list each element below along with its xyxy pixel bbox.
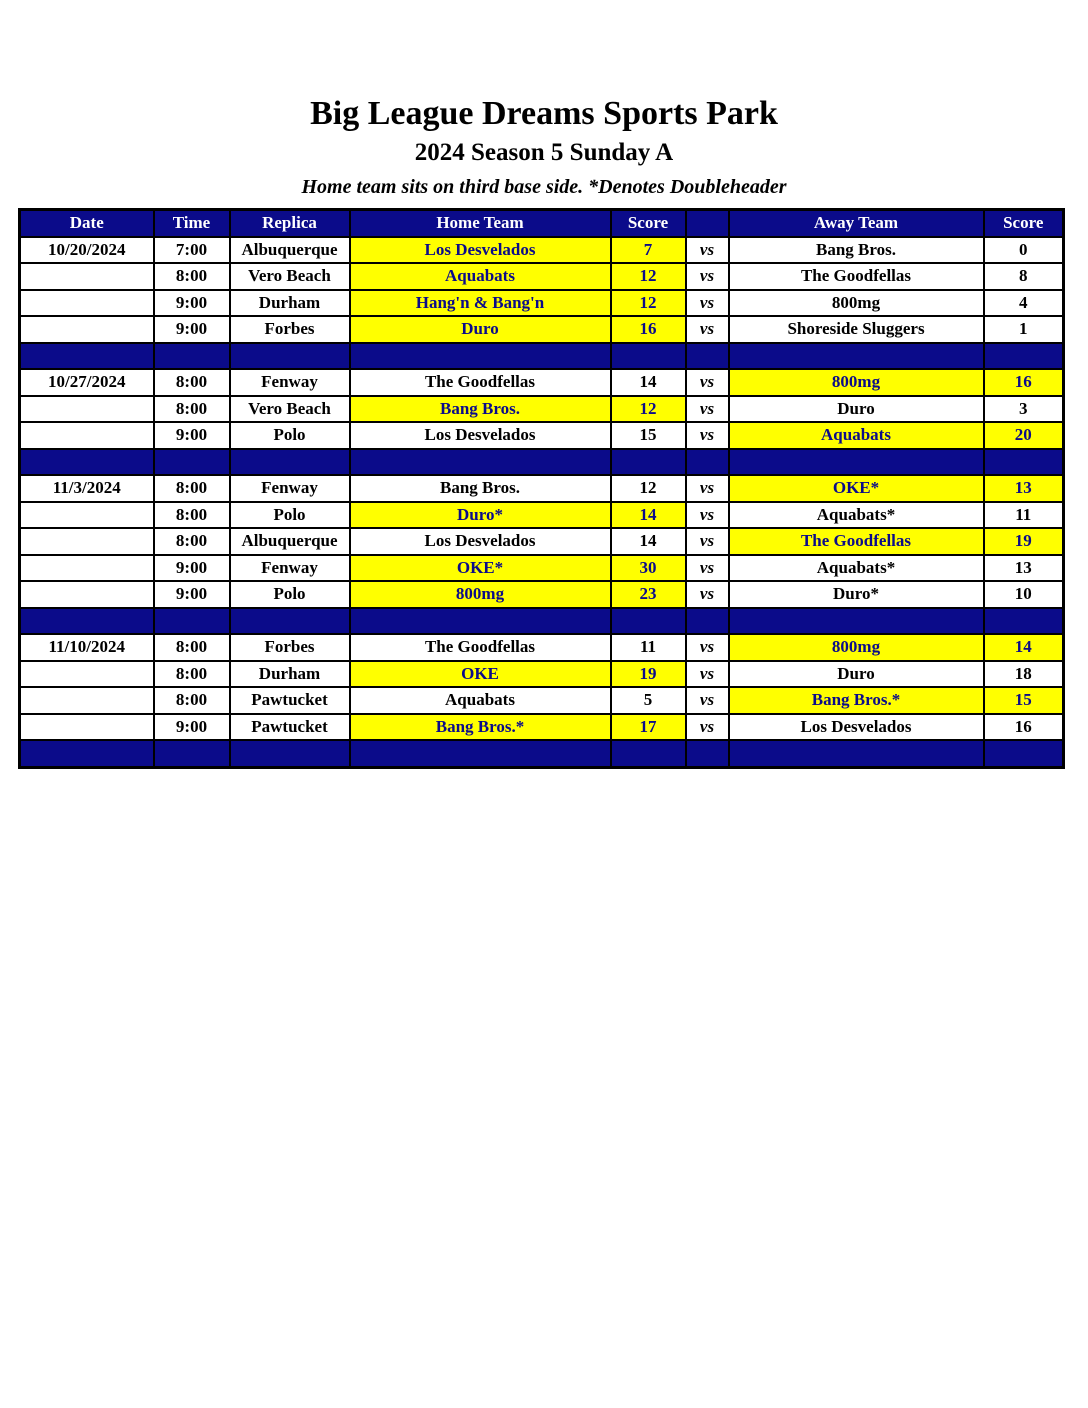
vs-cell: vs <box>686 661 729 688</box>
date-cell: 11/3/2024 <box>20 475 154 502</box>
game-row <box>20 237 1064 264</box>
home-team-cell: 800mg <box>350 581 611 608</box>
game-row <box>20 528 1064 555</box>
away-score-cell: 15 <box>984 687 1064 714</box>
home-team-cell: The Goodfellas <box>350 634 611 661</box>
game-row <box>20 316 1064 343</box>
time-cell: 8:00 <box>154 475 230 502</box>
home-team-cell: Hang'n & Bang'n <box>350 290 611 317</box>
vs-cell: vs <box>686 581 729 608</box>
time-cell: 9:00 <box>154 714 230 741</box>
time-cell: 7:00 <box>154 237 230 264</box>
separator-cell <box>611 343 686 370</box>
date-cell <box>20 714 154 741</box>
away-team-cell: Bang Bros. <box>729 237 984 264</box>
home-score-cell: 14 <box>611 369 686 396</box>
home-score-cell: 11 <box>611 634 686 661</box>
time-cell: 9:00 <box>154 422 230 449</box>
replica-cell: Vero Beach <box>230 396 350 423</box>
home-score-cell: 15 <box>611 422 686 449</box>
date-cell <box>20 502 154 529</box>
replica-cell: Pawtucket <box>230 714 350 741</box>
home-team-cell: Duro* <box>350 502 611 529</box>
vs-cell: vs <box>686 475 729 502</box>
replica-cell: Albuquerque <box>230 528 350 555</box>
vs-cell: vs <box>686 237 729 264</box>
game-row <box>20 634 1064 661</box>
time-cell: 8:00 <box>154 396 230 423</box>
separator-cell <box>729 740 984 767</box>
game-row <box>20 687 1064 714</box>
away-score-cell: 13 <box>984 475 1064 502</box>
separator-cell <box>230 449 350 476</box>
header-home-team: Home Team <box>350 210 611 237</box>
header-replica: Replica <box>230 210 350 237</box>
date-cell <box>20 290 154 317</box>
vs-cell: vs <box>686 528 729 555</box>
vs-cell: vs <box>686 263 729 290</box>
home-team-cell: Los Desvelados <box>350 528 611 555</box>
separator-cell <box>686 449 729 476</box>
date-cell <box>20 528 154 555</box>
game-row <box>20 714 1064 741</box>
time-cell: 8:00 <box>154 528 230 555</box>
time-cell: 9:00 <box>154 290 230 317</box>
separator-cell <box>686 608 729 635</box>
separator-row <box>20 343 1064 370</box>
separator-cell <box>984 740 1064 767</box>
separator-cell <box>20 740 154 767</box>
header-date: Date <box>20 210 154 237</box>
vs-cell: vs <box>686 396 729 423</box>
time-cell: 8:00 <box>154 661 230 688</box>
date-cell <box>20 661 154 688</box>
replica-cell: Fenway <box>230 369 350 396</box>
vs-cell: vs <box>686 422 729 449</box>
replica-cell: Polo <box>230 502 350 529</box>
replica-cell: Polo <box>230 581 350 608</box>
vs-cell: vs <box>686 714 729 741</box>
separator-row <box>20 740 1064 767</box>
away-team-cell: The Goodfellas <box>729 528 984 555</box>
time-cell: 8:00 <box>154 687 230 714</box>
date-cell: 10/20/2024 <box>20 237 154 264</box>
game-row <box>20 581 1064 608</box>
separator-cell <box>611 740 686 767</box>
away-score-cell: 1 <box>984 316 1064 343</box>
away-score-cell: 3 <box>984 396 1064 423</box>
game-row <box>20 290 1064 317</box>
replica-cell: Polo <box>230 422 350 449</box>
separator-cell <box>350 449 611 476</box>
separator-cell <box>230 608 350 635</box>
home-score-cell: 5 <box>611 687 686 714</box>
separator-cell <box>20 608 154 635</box>
time-cell: 8:00 <box>154 502 230 529</box>
vs-cell: vs <box>686 555 729 582</box>
away-score-cell: 10 <box>984 581 1064 608</box>
away-team-cell: Aquabats* <box>729 502 984 529</box>
home-team-cell: Bang Bros.* <box>350 714 611 741</box>
separator-cell <box>984 608 1064 635</box>
date-cell <box>20 687 154 714</box>
away-team-cell: OKE* <box>729 475 984 502</box>
away-team-cell: Aquabats <box>729 422 984 449</box>
separator-cell <box>230 343 350 370</box>
away-score-cell: 14 <box>984 634 1064 661</box>
separator-cell <box>154 740 230 767</box>
home-team-cell: Duro <box>350 316 611 343</box>
away-score-cell: 19 <box>984 528 1064 555</box>
vs-cell: vs <box>686 316 729 343</box>
date-cell <box>20 263 154 290</box>
separator-cell <box>350 343 611 370</box>
away-score-cell: 11 <box>984 502 1064 529</box>
replica-cell: Fenway <box>230 555 350 582</box>
separator-cell <box>154 343 230 370</box>
home-score-cell: 12 <box>611 475 686 502</box>
schedule-table <box>18 208 1065 769</box>
away-team-cell: The Goodfellas <box>729 263 984 290</box>
date-cell <box>20 316 154 343</box>
home-team-cell: The Goodfellas <box>350 369 611 396</box>
time-cell: 8:00 <box>154 634 230 661</box>
replica-cell: Durham <box>230 661 350 688</box>
separator-cell <box>729 449 984 476</box>
replica-cell: Albuquerque <box>230 237 350 264</box>
time-cell: 9:00 <box>154 555 230 582</box>
home-team-cell: Los Desvelados <box>350 422 611 449</box>
replica-cell: Forbes <box>230 316 350 343</box>
home-team-cell: Aquabats <box>350 263 611 290</box>
vs-cell: vs <box>686 687 729 714</box>
separator-cell <box>20 343 154 370</box>
header-row <box>20 210 1064 237</box>
separator-cell <box>350 740 611 767</box>
away-team-cell: Duro* <box>729 581 984 608</box>
separator-cell <box>686 740 729 767</box>
home-score-cell: 23 <box>611 581 686 608</box>
replica-cell: Fenway <box>230 475 350 502</box>
page-note: Home team sits on third base side. *Denotes Doubleheader <box>301 176 787 198</box>
time-cell: 8:00 <box>154 263 230 290</box>
away-team-cell: Bang Bros.* <box>729 687 984 714</box>
vs-cell: vs <box>686 634 729 661</box>
replica-cell: Forbes <box>230 634 350 661</box>
home-team-cell: Aquabats <box>350 687 611 714</box>
game-row <box>20 502 1064 529</box>
away-score-cell: 0 <box>984 237 1064 264</box>
separator-cell <box>611 449 686 476</box>
date-cell <box>20 555 154 582</box>
away-score-cell: 16 <box>984 369 1064 396</box>
date-cell <box>20 396 154 423</box>
home-team-cell: Bang Bros. <box>350 475 611 502</box>
time-cell: 8:00 <box>154 369 230 396</box>
date-cell: 10/27/2024 <box>20 369 154 396</box>
vs-cell: vs <box>686 502 729 529</box>
separator-row <box>20 449 1064 476</box>
home-score-cell: 17 <box>611 714 686 741</box>
home-score-cell: 16 <box>611 316 686 343</box>
date-cell <box>20 422 154 449</box>
away-score-cell: 4 <box>984 290 1064 317</box>
away-team-cell: Duro <box>729 396 984 423</box>
vs-cell: vs <box>686 369 729 396</box>
home-team-cell: Bang Bros. <box>350 396 611 423</box>
game-row <box>20 555 1064 582</box>
separator-cell <box>984 343 1064 370</box>
away-score-cell: 20 <box>984 422 1064 449</box>
home-team-cell: OKE* <box>350 555 611 582</box>
header-vs <box>686 210 729 237</box>
separator-cell <box>611 608 686 635</box>
separator-cell <box>350 608 611 635</box>
separator-cell <box>230 740 350 767</box>
separator-cell <box>984 449 1064 476</box>
separator-row <box>20 608 1064 635</box>
away-team-cell: 800mg <box>729 634 984 661</box>
separator-cell <box>20 449 154 476</box>
page-header <box>0 0 1088 197</box>
game-row <box>20 263 1064 290</box>
vs-cell: vs <box>686 290 729 317</box>
date-cell <box>20 581 154 608</box>
home-score-cell: 30 <box>611 555 686 582</box>
separator-cell <box>729 608 984 635</box>
home-score-cell: 12 <box>611 396 686 423</box>
separator-cell <box>729 343 984 370</box>
separator-cell <box>154 608 230 635</box>
header-time: Time <box>154 210 230 237</box>
away-score-cell: 18 <box>984 661 1064 688</box>
separator-cell <box>686 343 729 370</box>
separator-cell <box>154 449 230 476</box>
away-score-cell: 13 <box>984 555 1064 582</box>
away-score-cell: 16 <box>984 714 1064 741</box>
home-score-cell: 7 <box>611 237 686 264</box>
replica-cell: Vero Beach <box>230 263 350 290</box>
away-team-cell: Shoreside Sluggers <box>729 316 984 343</box>
game-row <box>20 396 1064 423</box>
home-score-cell: 19 <box>611 661 686 688</box>
away-team-cell: Aquabats* <box>729 555 984 582</box>
away-team-cell: 800mg <box>729 369 984 396</box>
home-score-cell: 12 <box>611 263 686 290</box>
page-title: Big League Dreams Sports Park <box>310 95 778 132</box>
time-cell: 9:00 <box>154 581 230 608</box>
game-row <box>20 661 1064 688</box>
game-row <box>20 422 1064 449</box>
home-score-cell: 14 <box>611 528 686 555</box>
page-subtitle: 2024 Season 5 Sunday A <box>414 139 674 166</box>
header-home-score: Score <box>611 210 686 237</box>
date-cell: 11/10/2024 <box>20 634 154 661</box>
home-team-cell: Los Desvelados <box>350 237 611 264</box>
schedule-table-container <box>18 208 1065 769</box>
away-team-cell: 800mg <box>729 290 984 317</box>
header-away-team: Away Team <box>729 210 984 237</box>
away-team-cell: Duro <box>729 661 984 688</box>
game-row <box>20 369 1064 396</box>
replica-cell: Durham <box>230 290 350 317</box>
away-team-cell: Los Desvelados <box>729 714 984 741</box>
away-score-cell: 8 <box>984 263 1064 290</box>
time-cell: 9:00 <box>154 316 230 343</box>
replica-cell: Pawtucket <box>230 687 350 714</box>
header-away-score: Score <box>984 210 1064 237</box>
game-row <box>20 475 1064 502</box>
home-score-cell: 12 <box>611 290 686 317</box>
home-score-cell: 14 <box>611 502 686 529</box>
home-team-cell: OKE <box>350 661 611 688</box>
